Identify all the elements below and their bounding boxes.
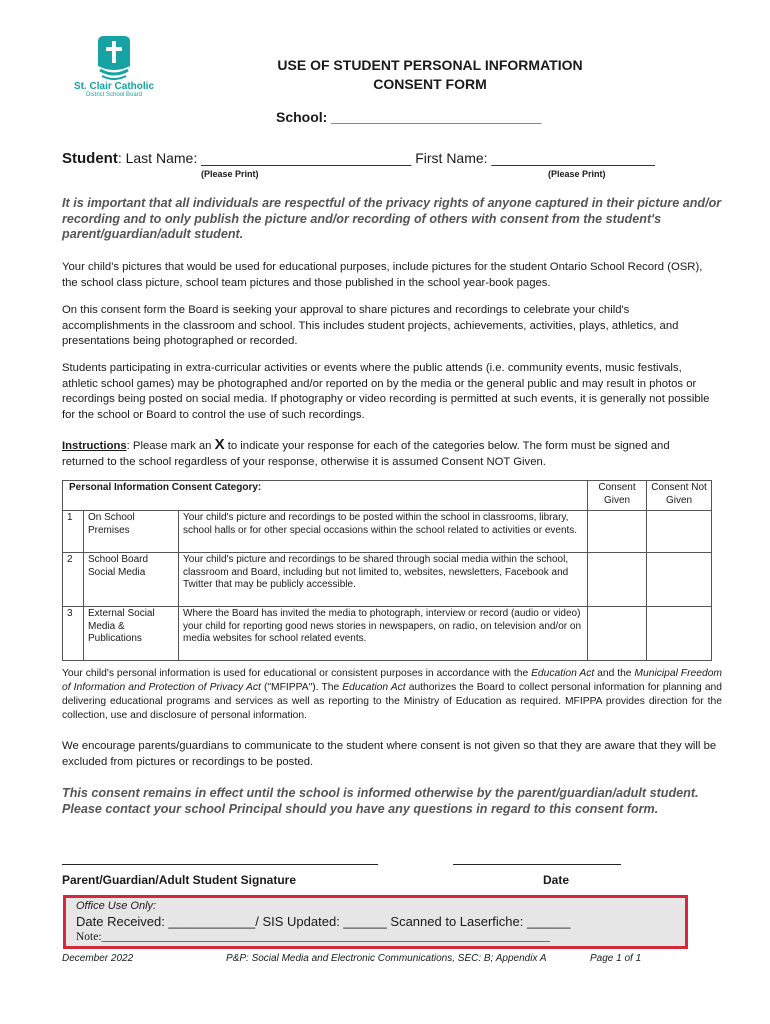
privacy-warning: It is important that all individuals are respectful of the privacy rights of anyone captured in their picture and/or recording and to only publish the picture and/or recording of others with consent from the student's parent/guardian/adult student. bbox=[62, 196, 722, 241]
office-use-box bbox=[63, 895, 688, 949]
col-consent-given: Consent Given bbox=[588, 481, 647, 511]
date-line[interactable] bbox=[453, 864, 621, 865]
please-print-hint: (Please Print) bbox=[201, 169, 259, 179]
instructions: Instructions: Please mark an X to indicate your response for each of the categories below. The form must be signed and returned to the school regardless of your response, otherwise it is assumed Consent NOT Given. bbox=[62, 436, 670, 468]
consent-given-cell[interactable] bbox=[588, 607, 647, 661]
paragraph: Your child's pictures that would be used for educational purposes, include pictures for the student Ontario School Record (OSR), the school class picture, school team pictures and those published in the school year-book pages. bbox=[62, 261, 703, 289]
consent-given-cell[interactable] bbox=[588, 511, 647, 553]
table-row: 2 School Board Social Media Your child's picture and recordings to be shared through social media within the school, classroom and Board, including but not limited to, websites, newsletters, Facebook and Twitter that may be publicly accessible. bbox=[63, 553, 712, 607]
consent-notice: This consent remains in effect until the school is informed otherwise by the parent/guardian/adult student. Please contact your school Principal should you have any questions in regard to this consent form. bbox=[62, 786, 699, 816]
consent-not-given-cell[interactable] bbox=[647, 553, 712, 607]
logo-name: St. Clair Catholic bbox=[73, 81, 154, 92]
please-print-hint: (Please Print) bbox=[548, 169, 606, 179]
consent-table bbox=[62, 480, 712, 661]
consent-not-given-cell[interactable] bbox=[647, 511, 712, 553]
signature-label: Parent/Guardian/Adult Student Signature bbox=[62, 873, 297, 887]
footer-date: December 2022 bbox=[62, 953, 134, 964]
office-fields[interactable]: Date Received: ____________/ SIS Updated: ______ Scanned to Laserfiche: ______ bbox=[76, 914, 571, 929]
footer-page: Page 1 of 1 bbox=[590, 953, 642, 964]
logo-subname: District School Board bbox=[85, 92, 143, 98]
paragraph: On this consent form the Board is seeking your approval to share pictures and recordings to celebrate your child's accomplishments in the classroom and school. This includes student projects, achievements, activities, plays, athletics, and presentations being photographed or recorded. bbox=[62, 304, 679, 347]
office-title: Office Use Only: bbox=[76, 900, 157, 912]
table-row: 1 On School Premises Your child's picture and recordings to be posted within the school in classrooms, library, school halls or for other special occasions within the school related to activities or events. bbox=[63, 511, 712, 553]
col-consent-not-given: Consent Not Given bbox=[647, 481, 712, 511]
consent-not-given-cell[interactable] bbox=[647, 607, 712, 661]
footer-policy: P&P: Social Media and Electronic Communications, SEC: B; Appendix A bbox=[226, 953, 547, 964]
signature-line[interactable] bbox=[62, 864, 378, 865]
office-note[interactable]: Note:______________________________________________________________________________ bbox=[76, 931, 551, 943]
date-label: Date bbox=[543, 873, 570, 887]
cross-crest-icon bbox=[96, 36, 132, 80]
form-title: USE OF STUDENT PERSONAL INFORMATION CONSENT FORM bbox=[277, 57, 583, 92]
school-field[interactable]: School: ___________________________ bbox=[276, 109, 542, 125]
encourage-text: We encourage parents/guardians to communicate to the student where consent is not given so that they are aware that they will be excluded from pictures or recordings to be posted. bbox=[62, 740, 717, 768]
legal-text: Your child's personal information is used for educational or consistent purposes in accordance with the Education Act and the Municipal Freedom of Information and Protection of Privacy Act ("MFIPPA"). The Education Act authorizes the Board to collect personal information for planning and delivering educational programs and services as well as reporting to the Ministry of Education as required. MFIPPA provides direction for the collection, use and disclosure of personal information. bbox=[62, 668, 723, 721]
table-header: Personal Information Consent Category: bbox=[63, 481, 588, 511]
board-logo bbox=[62, 36, 166, 98]
table-row: 3 External Social Media & Publications Where the Board has invited the media to photograph, interview or record (audio or video) your child for reporting good news stories in newspapers, on radio, on television and/or on media websites for school related events. bbox=[63, 607, 712, 661]
last-name-field[interactable]: ___________________________ bbox=[201, 150, 412, 166]
paragraph: Students participating in extra-curricular activities or events where the public attends (i.e. community events, music festivals, athletic school games) may be photographed and/or reported on by the media or the general public and may result in photos or recordings being posted on social media. If photography or video recording is permitted at such events, it is generally not possible for the school or Board to control the use of such recordings. bbox=[62, 362, 710, 421]
first-name-field[interactable]: _____________________ bbox=[491, 150, 655, 166]
student-name-row: Student: Last Name: ___________________________ First Name: _____________________ bbox=[62, 150, 655, 167]
consent-given-cell[interactable] bbox=[588, 553, 647, 607]
